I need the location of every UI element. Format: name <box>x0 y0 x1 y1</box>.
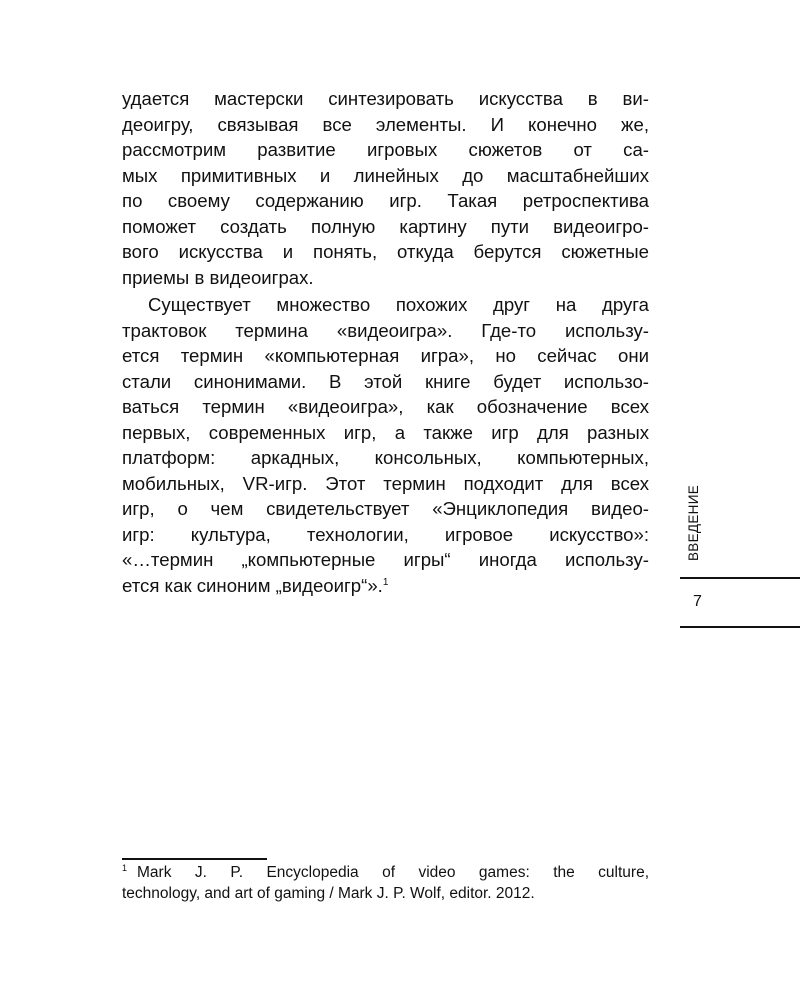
text-line: рассмотрим развитие игровых сюжетов от са- <box>122 139 649 160</box>
text-line: мобильных, VR-игр. Этот термин подходит для всех <box>122 472 649 494</box>
text-line: «…термин „компьютерные игры“ иногда использу- <box>122 549 649 570</box>
text-line: по своему содержанию игр. Такая ретроспектива <box>122 190 649 211</box>
footnote-reference[interactable]: 1 <box>382 576 389 588</box>
footnote-divider <box>122 858 267 860</box>
text-line: ется термин «компьютерная игра», но сейчас они <box>122 345 649 366</box>
text-line: Существует множество похожих друг на друга <box>148 294 649 315</box>
text-line: трактовок термина «видеоигра». Где-то использу- <box>122 319 649 341</box>
section-divider-top <box>680 577 800 579</box>
text-line: первых, современных игр, а также игр для разных <box>122 421 649 443</box>
text-line: приемы в видеоиграх. <box>122 266 314 288</box>
text-line: деоигру, связывая все элементы. И конечно же, <box>122 113 649 135</box>
text-line: поможет создать полную картину пути видеоигро- <box>122 215 649 237</box>
footnote-mark: 1 <box>122 863 128 873</box>
footnote-line <box>122 862 649 883</box>
text-line: мых примитивных и линейных до масштабнейших <box>122 164 649 186</box>
text-line: стали синонимами. В этой книге будет использо- <box>122 370 649 392</box>
footnote-line: technology, and art of gaming / Mark J. P. Wolf, editor. 2012. <box>122 885 535 902</box>
section-divider-bottom <box>680 626 800 628</box>
text-line: вого искусства и понять, откуда берутся сюжетные <box>122 241 649 262</box>
text-line: игр, о чем свидетельствует «Энциклопедия видео- <box>122 498 649 519</box>
text-line: игр: культура, технологии, игровое искусство»: <box>122 523 649 545</box>
paragraph-2 <box>122 292 649 598</box>
footnote <box>122 862 649 904</box>
text-line: удается мастерски синтезировать искусства в ви- <box>122 88 649 109</box>
text-line <box>122 573 649 599</box>
main-text <box>122 86 649 598</box>
text-line: ваться термин «видеоигра», как обозначение всех <box>122 396 649 417</box>
paragraph-1 <box>122 86 649 290</box>
section-label: ВВЕДЕНИЕ <box>686 484 701 561</box>
footnote-text: Mark J. P. Encyclopedia of video games: the culture, <box>137 864 649 881</box>
text-line: платформ: аркадных, консольных, компьютерных, <box>122 447 649 468</box>
last-line-text: ется как синоним „видеоигр“». <box>122 574 383 596</box>
page-number: 7 <box>693 593 702 610</box>
